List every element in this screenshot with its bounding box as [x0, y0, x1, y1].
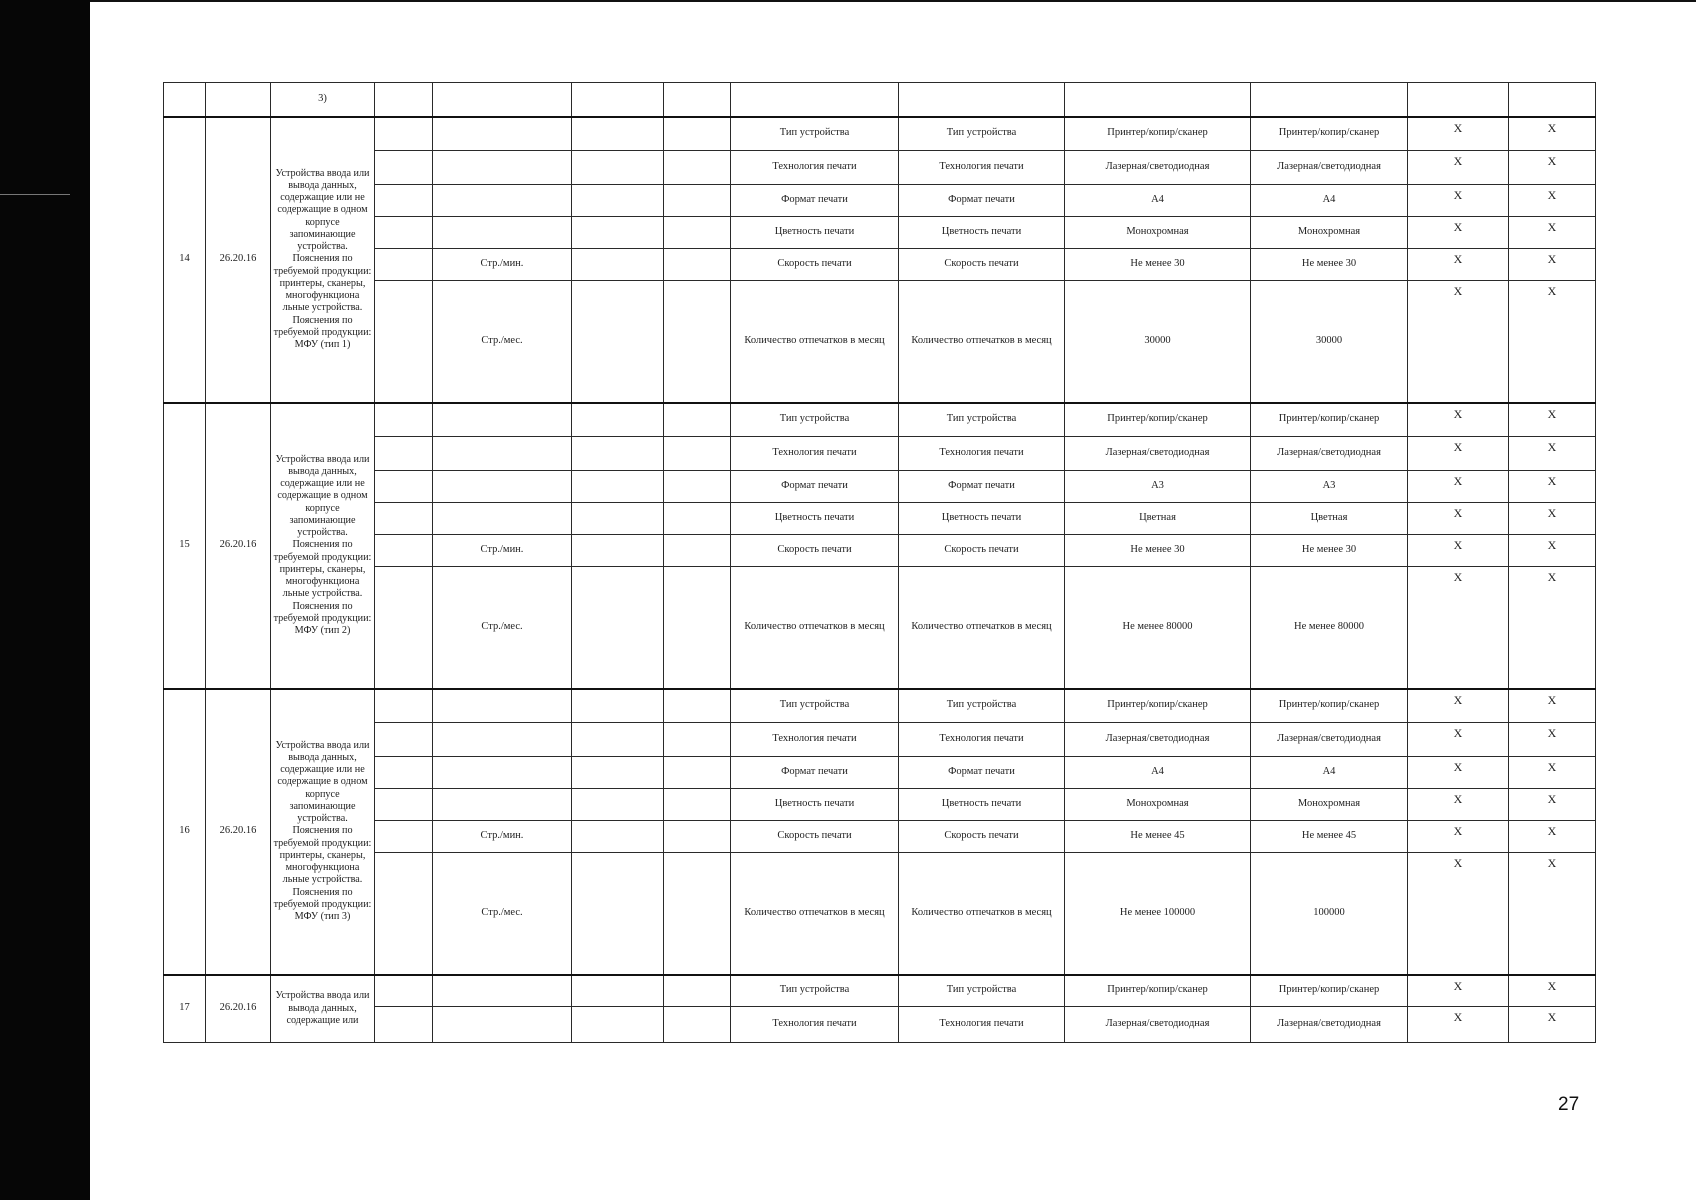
cell-empty — [572, 117, 664, 151]
characteristic-name-approved: Количество отпечатков в месяц — [899, 281, 1065, 403]
characteristic-name-approved: Технология печати — [899, 1007, 1065, 1043]
characteristic-value-approved: Не менее 80000 — [1251, 567, 1408, 689]
cell-empty — [572, 689, 664, 723]
characteristic-name: Цветность печати — [731, 503, 899, 535]
cell-empty — [664, 151, 731, 185]
cell-empty — [375, 249, 433, 281]
cell-empty — [375, 185, 433, 217]
cell-empty — [375, 83, 433, 117]
x-mark: X — [1408, 471, 1509, 503]
characteristic-value: Монохромная — [1065, 789, 1251, 821]
characteristic-name-approved: Цветность печати — [899, 789, 1065, 821]
characteristic-name-approved: Тип устройства — [899, 117, 1065, 151]
cell-empty — [164, 83, 206, 117]
x-mark: X — [1509, 217, 1596, 249]
x-mark: X — [1509, 975, 1596, 1007]
cell-empty — [664, 249, 731, 281]
table-row — [164, 757, 1596, 789]
characteristic-name: Тип устройства — [731, 975, 899, 1007]
characteristic-name: Цветность печати — [731, 217, 899, 249]
cell-empty — [375, 471, 433, 503]
characteristic-name: Количество отпечатков в месяц — [731, 567, 899, 689]
x-mark: X — [1509, 117, 1596, 151]
unit-cell — [433, 757, 572, 789]
cell-empty — [375, 503, 433, 535]
characteristic-value: Принтер/копир/сканер — [1065, 689, 1251, 723]
x-mark: X — [1509, 789, 1596, 821]
table-row — [164, 249, 1596, 281]
x-mark: X — [1509, 503, 1596, 535]
x-mark: X — [1408, 535, 1509, 567]
cell-empty — [664, 689, 731, 723]
page-number: 27 — [1558, 1094, 1580, 1115]
unit-cell — [433, 975, 572, 1007]
cell-empty — [664, 185, 731, 217]
row-number: 16 — [164, 689, 206, 975]
characteristic-name: Тип устройства — [731, 117, 899, 151]
characteristic-name-approved: Скорость печати — [899, 535, 1065, 567]
characteristic-value: Цветная — [1065, 503, 1251, 535]
characteristic-value: Монохромная — [1065, 217, 1251, 249]
characteristic-value-approved: Лазерная/светодиодная — [1251, 1007, 1408, 1043]
unit-cell — [433, 151, 572, 185]
cell-empty — [664, 789, 731, 821]
unit-cell — [433, 403, 572, 437]
characteristic-value: Не менее 100000 — [1065, 853, 1251, 975]
x-mark: X — [1408, 217, 1509, 249]
characteristic-name: Формат печати — [731, 471, 899, 503]
x-mark: X — [1509, 471, 1596, 503]
unit-cell — [433, 723, 572, 757]
characteristic-value-approved: Принтер/копир/сканер — [1251, 403, 1408, 437]
x-mark: X — [1509, 437, 1596, 471]
row-number: 17 — [164, 975, 206, 1043]
characteristic-name: Формат печати — [731, 757, 899, 789]
characteristic-name: Технология печати — [731, 151, 899, 185]
product-name: Устройства ввода или вывода данных, содержащие или не содержащие в одном корпусе запоминающие устройства. Пояснения по требуемой продукции: принтеры, сканеры, многофункциона льные устройства. Пояснения по требуемой продукции: МФУ (тип 3) — [271, 689, 375, 975]
header-fragment: 3) — [271, 83, 375, 117]
unit-cell — [433, 437, 572, 471]
okpd2-code: 26.20.16 — [206, 689, 271, 975]
table-row — [164, 1007, 1596, 1043]
cell-empty — [664, 535, 731, 567]
cell-empty — [375, 117, 433, 151]
characteristic-value-approved: Принтер/копир/сканер — [1251, 117, 1408, 151]
unit-cell — [433, 503, 572, 535]
characteristic-value-approved: Монохромная — [1251, 789, 1408, 821]
cell-empty — [664, 1007, 731, 1043]
characteristic-name-approved: Цветность печати — [899, 503, 1065, 535]
table-row — [164, 117, 1596, 151]
cell-empty — [375, 567, 433, 689]
characteristic-name-approved: Технология печати — [899, 723, 1065, 757]
characteristic-name-approved: Технология печати — [899, 151, 1065, 185]
cell-empty — [572, 723, 664, 757]
characteristic-name: Скорость печати — [731, 535, 899, 567]
characteristic-name: Скорость печати — [731, 821, 899, 853]
cell-empty — [375, 437, 433, 471]
x-mark: X — [1509, 723, 1596, 757]
characteristic-value: Лазерная/светодиодная — [1065, 723, 1251, 757]
characteristic-name: Формат печати — [731, 185, 899, 217]
characteristic-name-approved: Формат печати — [899, 471, 1065, 503]
characteristic-value: Лазерная/светодиодная — [1065, 1007, 1251, 1043]
cell-empty — [375, 403, 433, 437]
unit-cell — [433, 117, 572, 151]
characteristic-value-approved: 30000 — [1251, 281, 1408, 403]
unit-cell: Стр./мин. — [433, 535, 572, 567]
characteristic-value-approved: А4 — [1251, 185, 1408, 217]
cell-empty — [664, 503, 731, 535]
characteristic-value: Не менее 30 — [1065, 535, 1251, 567]
cell-empty — [731, 83, 899, 117]
characteristic-value-approved: Цветная — [1251, 503, 1408, 535]
characteristic-value: Лазерная/светодиодная — [1065, 437, 1251, 471]
characteristic-value: Принтер/копир/сканер — [1065, 117, 1251, 151]
characteristic-value: А3 — [1065, 471, 1251, 503]
unit-cell: Стр./мес. — [433, 853, 572, 975]
characteristic-name: Количество отпечатков в месяц — [731, 853, 899, 975]
x-mark: X — [1408, 151, 1509, 185]
x-mark: X — [1509, 757, 1596, 789]
cell-empty — [1065, 83, 1251, 117]
x-mark: X — [1408, 853, 1509, 975]
cell-empty — [375, 151, 433, 185]
table-row — [164, 471, 1596, 503]
x-mark: X — [1408, 723, 1509, 757]
unit-cell — [433, 1007, 572, 1043]
cell-empty — [572, 83, 664, 117]
x-mark: X — [1408, 503, 1509, 535]
characteristic-name: Технология печати — [731, 723, 899, 757]
characteristic-value-approved: 100000 — [1251, 853, 1408, 975]
x-mark: X — [1408, 975, 1509, 1007]
characteristic-value-approved: Монохромная — [1251, 217, 1408, 249]
scan-border-left — [0, 0, 90, 1200]
cell-empty — [664, 437, 731, 471]
cell-empty — [572, 185, 664, 217]
characteristic-name: Количество отпечатков в месяц — [731, 281, 899, 403]
cell-empty — [572, 821, 664, 853]
table-row — [164, 821, 1596, 853]
x-mark: X — [1509, 821, 1596, 853]
characteristic-name: Цветность печати — [731, 789, 899, 821]
x-mark: X — [1509, 249, 1596, 281]
table-row — [164, 151, 1596, 185]
cell-empty — [375, 853, 433, 975]
cell-empty — [664, 821, 731, 853]
cell-empty — [664, 403, 731, 437]
unit-cell: Стр./мин. — [433, 821, 572, 853]
x-mark: X — [1509, 853, 1596, 975]
cell-empty — [899, 83, 1065, 117]
cell-empty — [572, 151, 664, 185]
cell-empty — [664, 975, 731, 1007]
table-row — [164, 723, 1596, 757]
cell-empty — [206, 83, 271, 117]
cell-empty — [375, 975, 433, 1007]
cell-empty — [572, 217, 664, 249]
unit-cell: Стр./мес. — [433, 281, 572, 403]
cell-empty — [664, 117, 731, 151]
x-mark: X — [1509, 403, 1596, 437]
x-mark: X — [1408, 117, 1509, 151]
unit-cell — [433, 789, 572, 821]
cell-empty — [1509, 83, 1596, 117]
cell-empty — [664, 567, 731, 689]
table-row — [164, 217, 1596, 249]
x-mark: X — [1509, 185, 1596, 217]
row-number: 15 — [164, 403, 206, 689]
row-number: 14 — [164, 117, 206, 403]
characteristic-value: Не менее 30 — [1065, 249, 1251, 281]
x-mark: X — [1408, 689, 1509, 723]
cell-empty — [664, 281, 731, 403]
characteristic-name-approved: Количество отпечатков в месяц — [899, 567, 1065, 689]
table-row — [164, 281, 1596, 403]
characteristic-value-approved: Лазерная/светодиодная — [1251, 437, 1408, 471]
okpd2-code: 26.20.16 — [206, 403, 271, 689]
x-mark: X — [1509, 535, 1596, 567]
scan-artifact-line — [0, 194, 70, 195]
characteristic-name-approved: Скорость печати — [899, 249, 1065, 281]
unit-cell — [433, 471, 572, 503]
characteristic-name-approved: Формат печати — [899, 757, 1065, 789]
characteristic-value: 30000 — [1065, 281, 1251, 403]
x-mark: X — [1408, 821, 1509, 853]
cell-empty — [664, 83, 731, 117]
okpd2-code: 26.20.16 — [206, 117, 271, 403]
characteristic-value-approved: Принтер/копир/сканер — [1251, 975, 1408, 1007]
characteristic-name-approved: Количество отпечатков в месяц — [899, 853, 1065, 975]
cell-empty — [1251, 83, 1408, 117]
x-mark: X — [1509, 1007, 1596, 1043]
cell-empty — [375, 789, 433, 821]
table-row — [164, 403, 1596, 437]
characteristic-name: Скорость печати — [731, 249, 899, 281]
cell-empty — [375, 281, 433, 403]
characteristic-name-approved: Технология печати — [899, 437, 1065, 471]
table-row — [164, 503, 1596, 535]
characteristic-value-approved: Лазерная/светодиодная — [1251, 151, 1408, 185]
cell-empty — [375, 723, 433, 757]
scan-border-top — [90, 0, 1696, 2]
table-row-continuation — [164, 83, 1596, 117]
cell-empty — [572, 853, 664, 975]
cell-empty — [375, 689, 433, 723]
characteristic-name-approved: Тип устройства — [899, 975, 1065, 1007]
table-row — [164, 185, 1596, 217]
x-mark: X — [1408, 437, 1509, 471]
cell-empty — [572, 403, 664, 437]
characteristic-value: Не менее 80000 — [1065, 567, 1251, 689]
cell-empty — [572, 1007, 664, 1043]
cell-empty — [572, 281, 664, 403]
characteristic-name-approved: Скорость печати — [899, 821, 1065, 853]
x-mark: X — [1408, 757, 1509, 789]
cell-empty — [572, 975, 664, 1007]
characteristic-name: Технология печати — [731, 1007, 899, 1043]
table-row — [164, 975, 1596, 1007]
cell-empty — [664, 471, 731, 503]
characteristic-value-approved: Лазерная/светодиодная — [1251, 723, 1408, 757]
characteristic-value: Принтер/копир/сканер — [1065, 403, 1251, 437]
x-mark: X — [1408, 1007, 1509, 1043]
characteristic-value: Не менее 45 — [1065, 821, 1251, 853]
table-row — [164, 789, 1596, 821]
x-mark: X — [1509, 689, 1596, 723]
characteristic-value-approved: Принтер/копир/сканер — [1251, 689, 1408, 723]
table-row — [164, 535, 1596, 567]
cell-empty — [572, 789, 664, 821]
x-mark: X — [1509, 567, 1596, 689]
x-mark: X — [1408, 789, 1509, 821]
x-mark: X — [1509, 151, 1596, 185]
table-row — [164, 853, 1596, 975]
x-mark: X — [1408, 281, 1509, 403]
characteristic-name: Тип устройства — [731, 403, 899, 437]
cell-empty — [572, 249, 664, 281]
characteristic-value-approved: А3 — [1251, 471, 1408, 503]
x-mark: X — [1509, 281, 1596, 403]
table-row — [164, 437, 1596, 471]
table-row — [164, 567, 1596, 689]
cell-empty — [664, 217, 731, 249]
characteristic-value-approved: Не менее 30 — [1251, 535, 1408, 567]
cell-empty — [664, 757, 731, 789]
characteristic-value-approved: Не менее 45 — [1251, 821, 1408, 853]
unit-cell: Стр./мес. — [433, 567, 572, 689]
characteristic-name: Тип устройства — [731, 689, 899, 723]
cell-empty — [572, 471, 664, 503]
characteristic-name-approved: Цветность печати — [899, 217, 1065, 249]
cell-empty — [1408, 83, 1509, 117]
cell-empty — [433, 83, 572, 117]
cell-empty — [572, 567, 664, 689]
characteristic-value: Принтер/копир/сканер — [1065, 975, 1251, 1007]
cell-empty — [375, 217, 433, 249]
x-mark: X — [1408, 567, 1509, 689]
characteristic-value: А4 — [1065, 757, 1251, 789]
unit-cell: Стр./мин. — [433, 249, 572, 281]
requirements-table — [163, 82, 1596, 1043]
x-mark: X — [1408, 403, 1509, 437]
characteristic-name-approved: Формат печати — [899, 185, 1065, 217]
characteristic-value: А4 — [1065, 185, 1251, 217]
product-name: Устройства ввода или вывода данных, содержащие или — [271, 975, 375, 1043]
characteristic-value-approved: А4 — [1251, 757, 1408, 789]
cell-empty — [572, 757, 664, 789]
unit-cell — [433, 217, 572, 249]
characteristic-name-approved: Тип устройства — [899, 689, 1065, 723]
product-name: Устройства ввода или вывода данных, содержащие или не содержащие в одном корпусе запоминающие устройства. Пояснения по требуемой продукции: принтеры, сканеры, многофункциона льные устройства. Пояснения по требуемой продукции: МФУ (тип 2) — [271, 403, 375, 689]
cell-empty — [375, 1007, 433, 1043]
x-mark: X — [1408, 185, 1509, 217]
cell-empty — [375, 535, 433, 567]
unit-cell — [433, 689, 572, 723]
table-body — [164, 83, 1596, 1043]
cell-empty — [664, 853, 731, 975]
characteristic-value-approved: Не менее 30 — [1251, 249, 1408, 281]
cell-empty — [375, 757, 433, 789]
cell-empty — [375, 821, 433, 853]
cell-empty — [664, 723, 731, 757]
product-name: Устройства ввода или вывода данных, содержащие или не содержащие в одном корпусе запоминающие устройства. Пояснения по требуемой продукции: принтеры, сканеры, многофункциона льные устройства. Пояснения по требуемой продукции: МФУ (тип 1) — [271, 117, 375, 403]
characteristic-name-approved: Тип устройства — [899, 403, 1065, 437]
table-row — [164, 689, 1596, 723]
characteristic-value: Лазерная/светодиодная — [1065, 151, 1251, 185]
x-mark: X — [1408, 249, 1509, 281]
characteristic-name: Технология печати — [731, 437, 899, 471]
unit-cell — [433, 185, 572, 217]
cell-empty — [572, 503, 664, 535]
okpd2-code: 26.20.16 — [206, 975, 271, 1043]
cell-empty — [572, 535, 664, 567]
cell-empty — [572, 437, 664, 471]
